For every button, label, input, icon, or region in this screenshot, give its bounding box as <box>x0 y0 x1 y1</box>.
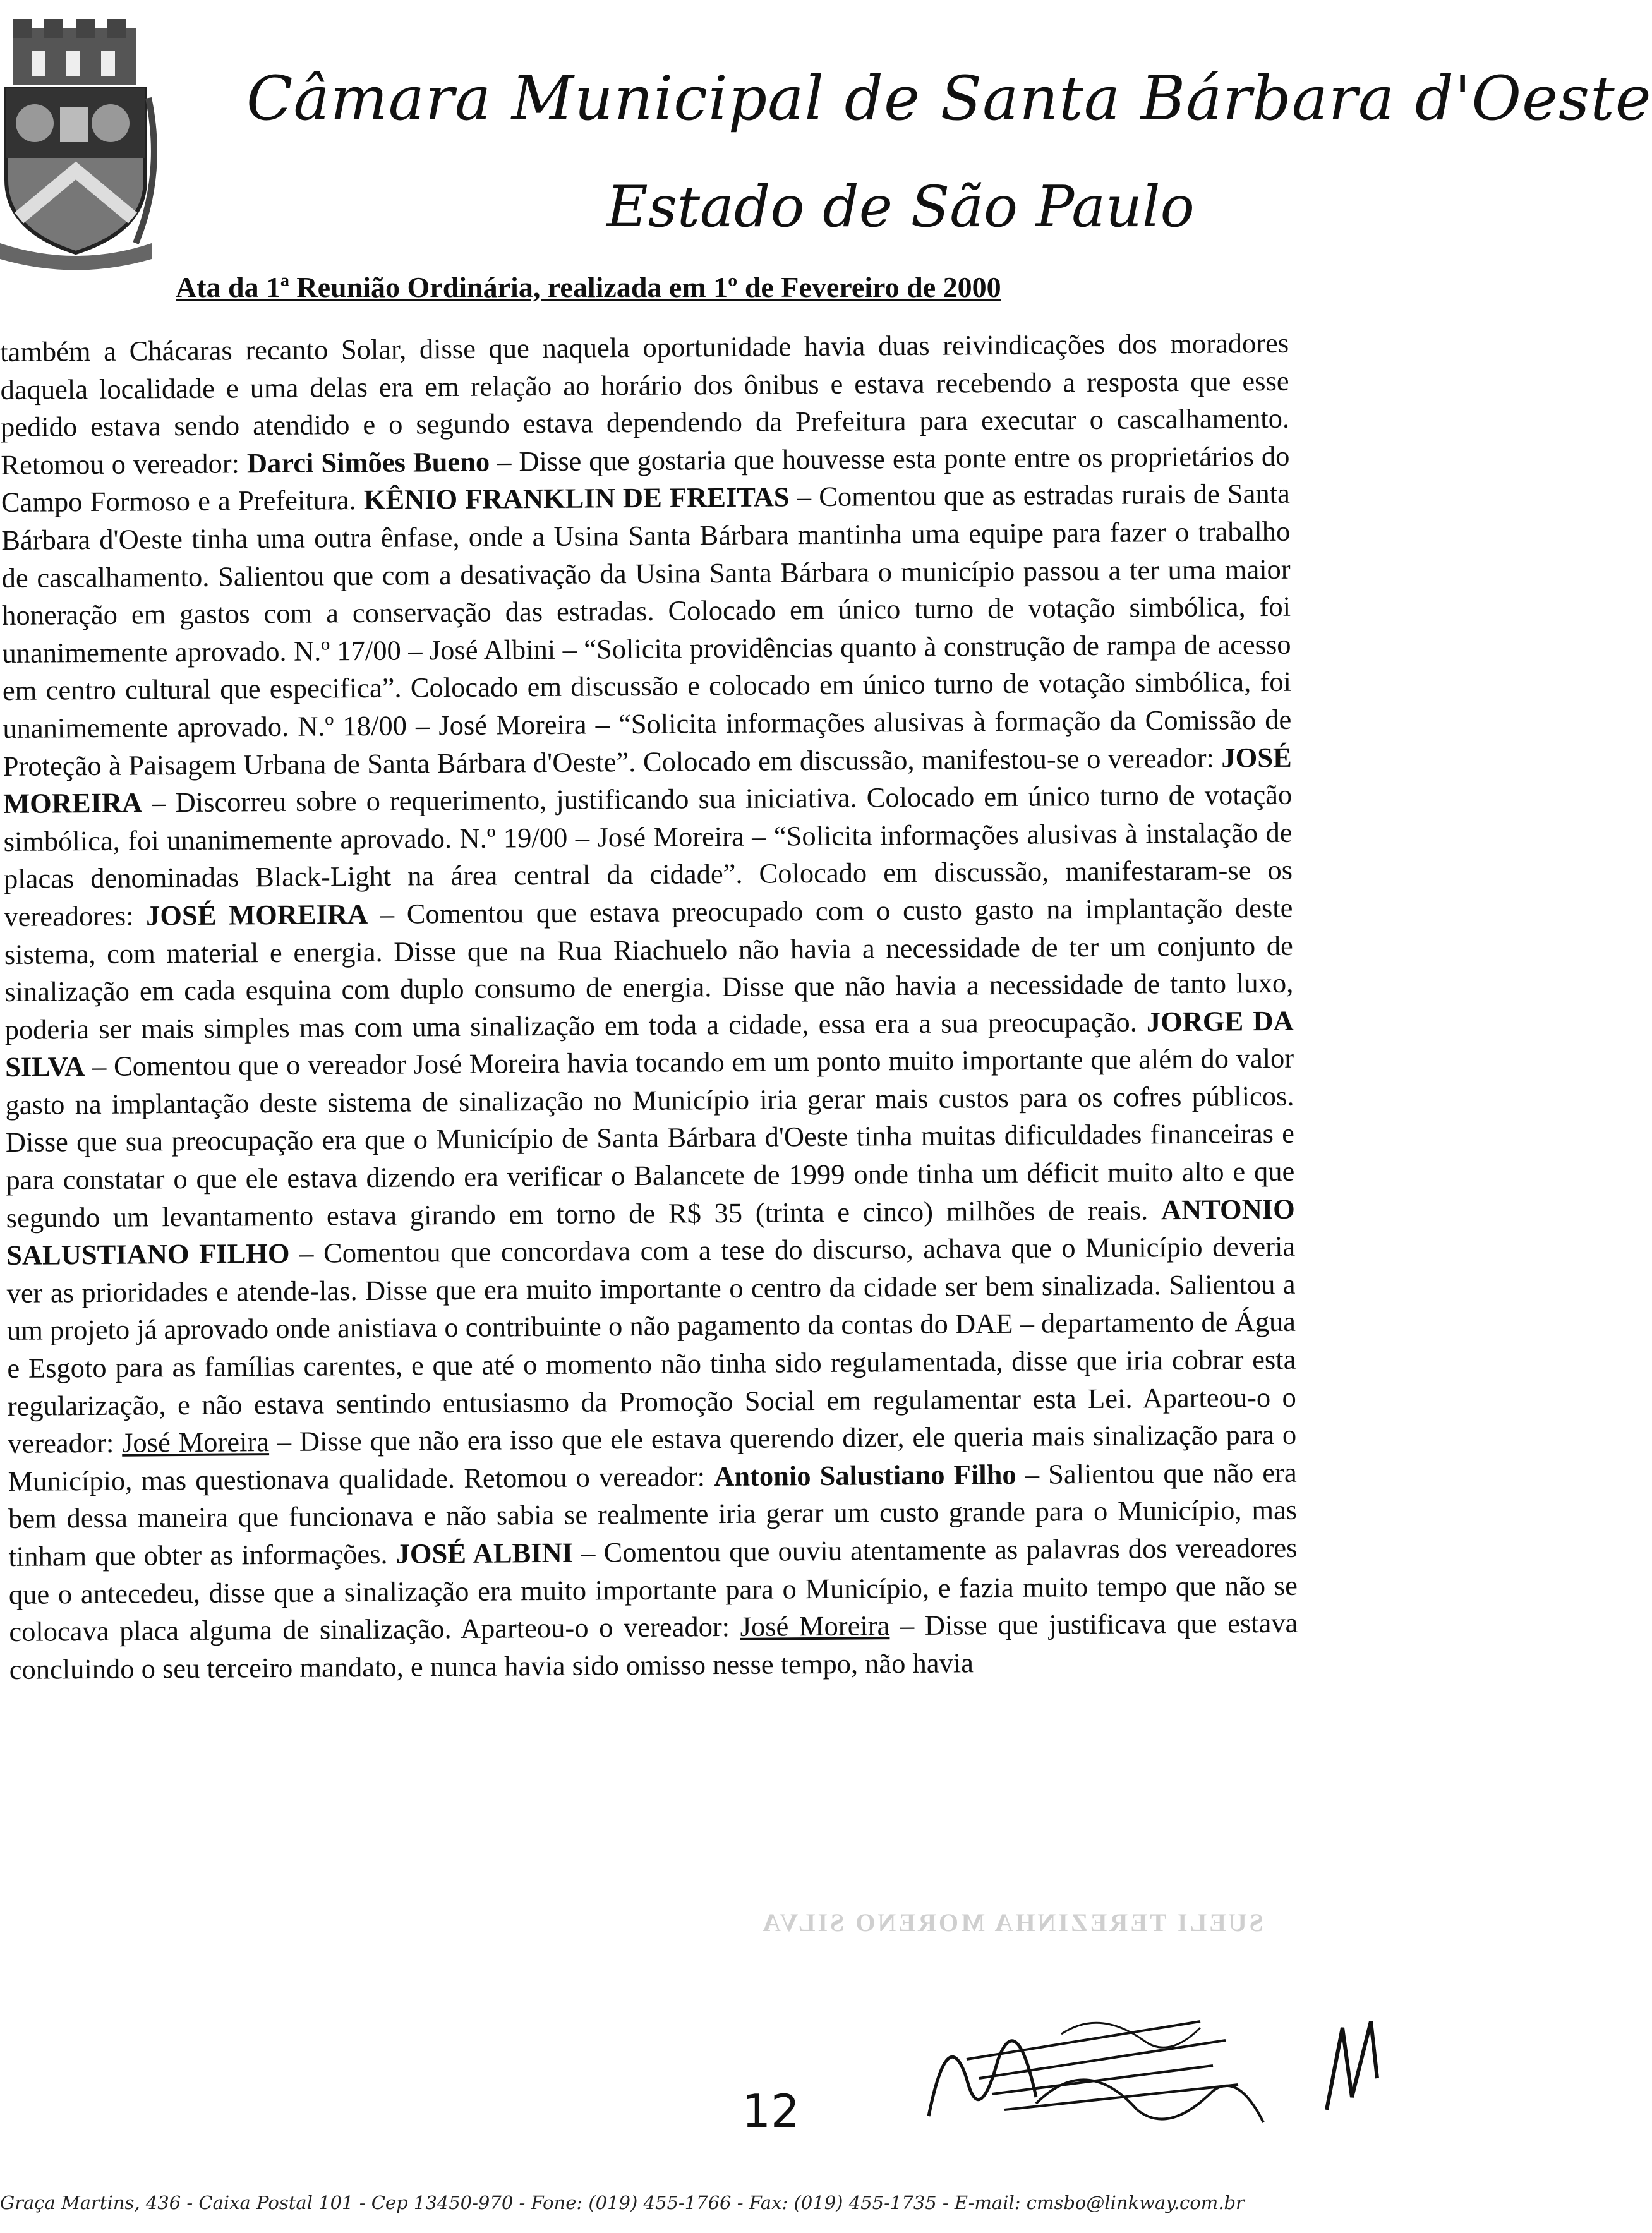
show-through-stamp: SUELI TEREZINHA MORENO SILVA <box>759 1908 1263 1937</box>
speaker-name: JOSÉ ALBINI <box>395 1536 574 1570</box>
text-segment: – Comentou que estava preocupado com o custo gasto na implantação deste sistema, com material e energia. Disse que na Rua Riachuelo não havia a necessidade de ter um conjunto de sinalização em cada esquina com duplo consumo de energia. Disse que não havia a necessidade de tanto luxo, poderia ser mais simples mas com uma sinalização em toda a cidade, essa era a sua preocupação. <box>4 891 1294 1045</box>
speaker-name: JORGE DA SILVA <box>4 1004 1294 1083</box>
footer-address: Graça Martins, 436 - Caixa Postal 101 - Cep 13450-970 - Fone: (019) 455-1766 - Fax: (019) 455-1735 - E-mail: cmsbo@linkway.com.br <box>0 2192 1245 2213</box>
speaker-name-underlined: José Moreira <box>121 1426 270 1459</box>
speaker-name: JOSÉ MOREIRA <box>3 741 1292 820</box>
speaker-name: JOSÉ MOREIRA <box>146 898 368 932</box>
signatures-icon <box>872 1983 1402 2148</box>
speaker-name: Darci Simões Bueno <box>246 445 490 479</box>
page-number: 12 <box>742 2085 800 2138</box>
page-title: Ata da 1ª Reunião Ordinária, realizada em 1º de Fevereiro de 2000 <box>176 271 1001 303</box>
text-segment: – Comentou que as estradas rurais de Santa Bárbara d'Oeste tinha uma outra ênfase, onde a Usina Santa Bárbara mantinha uma equipe para fazer o trabalho de cascalhamento. Salientou que com a desativação da Usina Santa Bárbara o município passou a ter uma maior honeração em gastos com a conservação das estradas. Colocado em único turno de votação simbólica, foi unanimemente aprovado. N.º 17/00 – José Albini – “Solicita providências quanto à construção de rampa de acesso em centro cultural que especifica”. Colocado em discussão e colocado em único turno de votação simbólica, foi unanimemente aprovado. N.º 18/00 – José Moreira – “Solicita informações alusivas à formação da Comissão de Proteção à Paisagem Urbana de Santa Bárbara d'Oeste”. Colocado em discussão, manifestou-se o vereador: <box>1 478 1292 782</box>
text-segment: – Discorreu sobre o requerimento, justificando sua iniciativa. Colocado em único turno de votação simbólica, foi unanimemente aprovado. N.º 19/00 – José Moreira – “Solicita informações alusivas à instalação de placas denominadas Black-Light na área central da cidade”. Colocado em discussão, manifestaram-se os vereadores: <box>3 778 1293 932</box>
speaker-name: Antonio Salustiano Filho <box>713 1458 1016 1492</box>
coat-of-arms-icon <box>0 16 158 265</box>
text-segment: – Salientou que não era bem dessa maneira que funcionava e não sabia se realmente iria gerar um custo grande para o Município, mas tinham que obter as informações. <box>8 1456 1298 1572</box>
text-segment: – Disse que gostaria que houvesse esta ponte entre os proprietários do Campo Formoso e a Prefeitura. <box>1 440 1290 519</box>
text-segment: – Disse que justificava que estava concluindo o seu terceiro mandato, e nunca havia sido omisso nesse tempo, não havia <box>9 1606 1298 1685</box>
minutes-paragraph <box>0 325 1298 1689</box>
speaker-name: KÊNIO FRANKLIN DE FREITAS <box>363 481 790 516</box>
header-chamber-name: Câmara Municipal de Santa Bárbara d'Oeste <box>246 63 1652 134</box>
text-segment: também a Chácaras recanto Solar, disse que naquela oportunidade havia duas reivindicações dos moradores daquela localidade e uma delas era em relação ao horário dos ônibus e estava recebendo a resposta que esse pedido estava sendo atendido e o segundo estava dependendo da Prefeitura para executar o cascalhamento. Retomou o vereador: <box>0 327 1290 481</box>
text-segment: – Comentou que concordava com a tese do discurso, achava que o Município deveria ver as prioridades e atende-las. Disse que era muito importante o centro da cidade ser bem sinalizada. Salientou a um projeto já aprovado onde anistiava o contribuinte o não pagamento da contas do DAE – departamento de Água e Esgoto para as famílias carentes, e que até o momento não tinha sido regulamentada, disse que iria cobrar esta regularização, e não estava sentindo entusiasmo da Promoção Social em regulamentar esta Lei. Aparteou-o o vereador: <box>6 1230 1296 1460</box>
text-segment: – Comentou que o vereador José Moreira havia tocando em um ponto muito importante que além do valor gasto na implantação deste sistema de sinalização no Município iria gerar mais custos para os cofres públicos. Disse que sua preocupação era que o Município de Santa Bárbara d'Oeste tinha muitas dificuldades financeiras e para constatar o que ele estava dizendo era verificar o Balancete de 1999 onde tinha um déficit muito alto e que segundo um levantamento estava girando em torno de R$ 35 (trinta e cinco) milhões de reais. <box>5 1042 1295 1234</box>
speaker-name: ANTONIO SALUSTIANO FILHO <box>6 1193 1295 1272</box>
minutes-body <box>0 325 1298 1689</box>
speaker-name-underlined: José Moreira <box>740 1610 890 1643</box>
header-state-name: Estado de São Paulo <box>606 174 1195 240</box>
text-segment: – Disse que não era isso que ele estava querendo dizer, ele queria mais sinalização para o Município, mas questionava qualidade. Retomou o vereador: <box>8 1418 1297 1497</box>
text-segment: – Comentou que ouviu atentamente as palavras dos vereadores que o antecedeu, disse que a sinalização era muito importante para o Município, e fazia muito tempo que não se colocava placa alguma de sinalização. Aparteou-o o vereador: <box>8 1531 1298 1648</box>
